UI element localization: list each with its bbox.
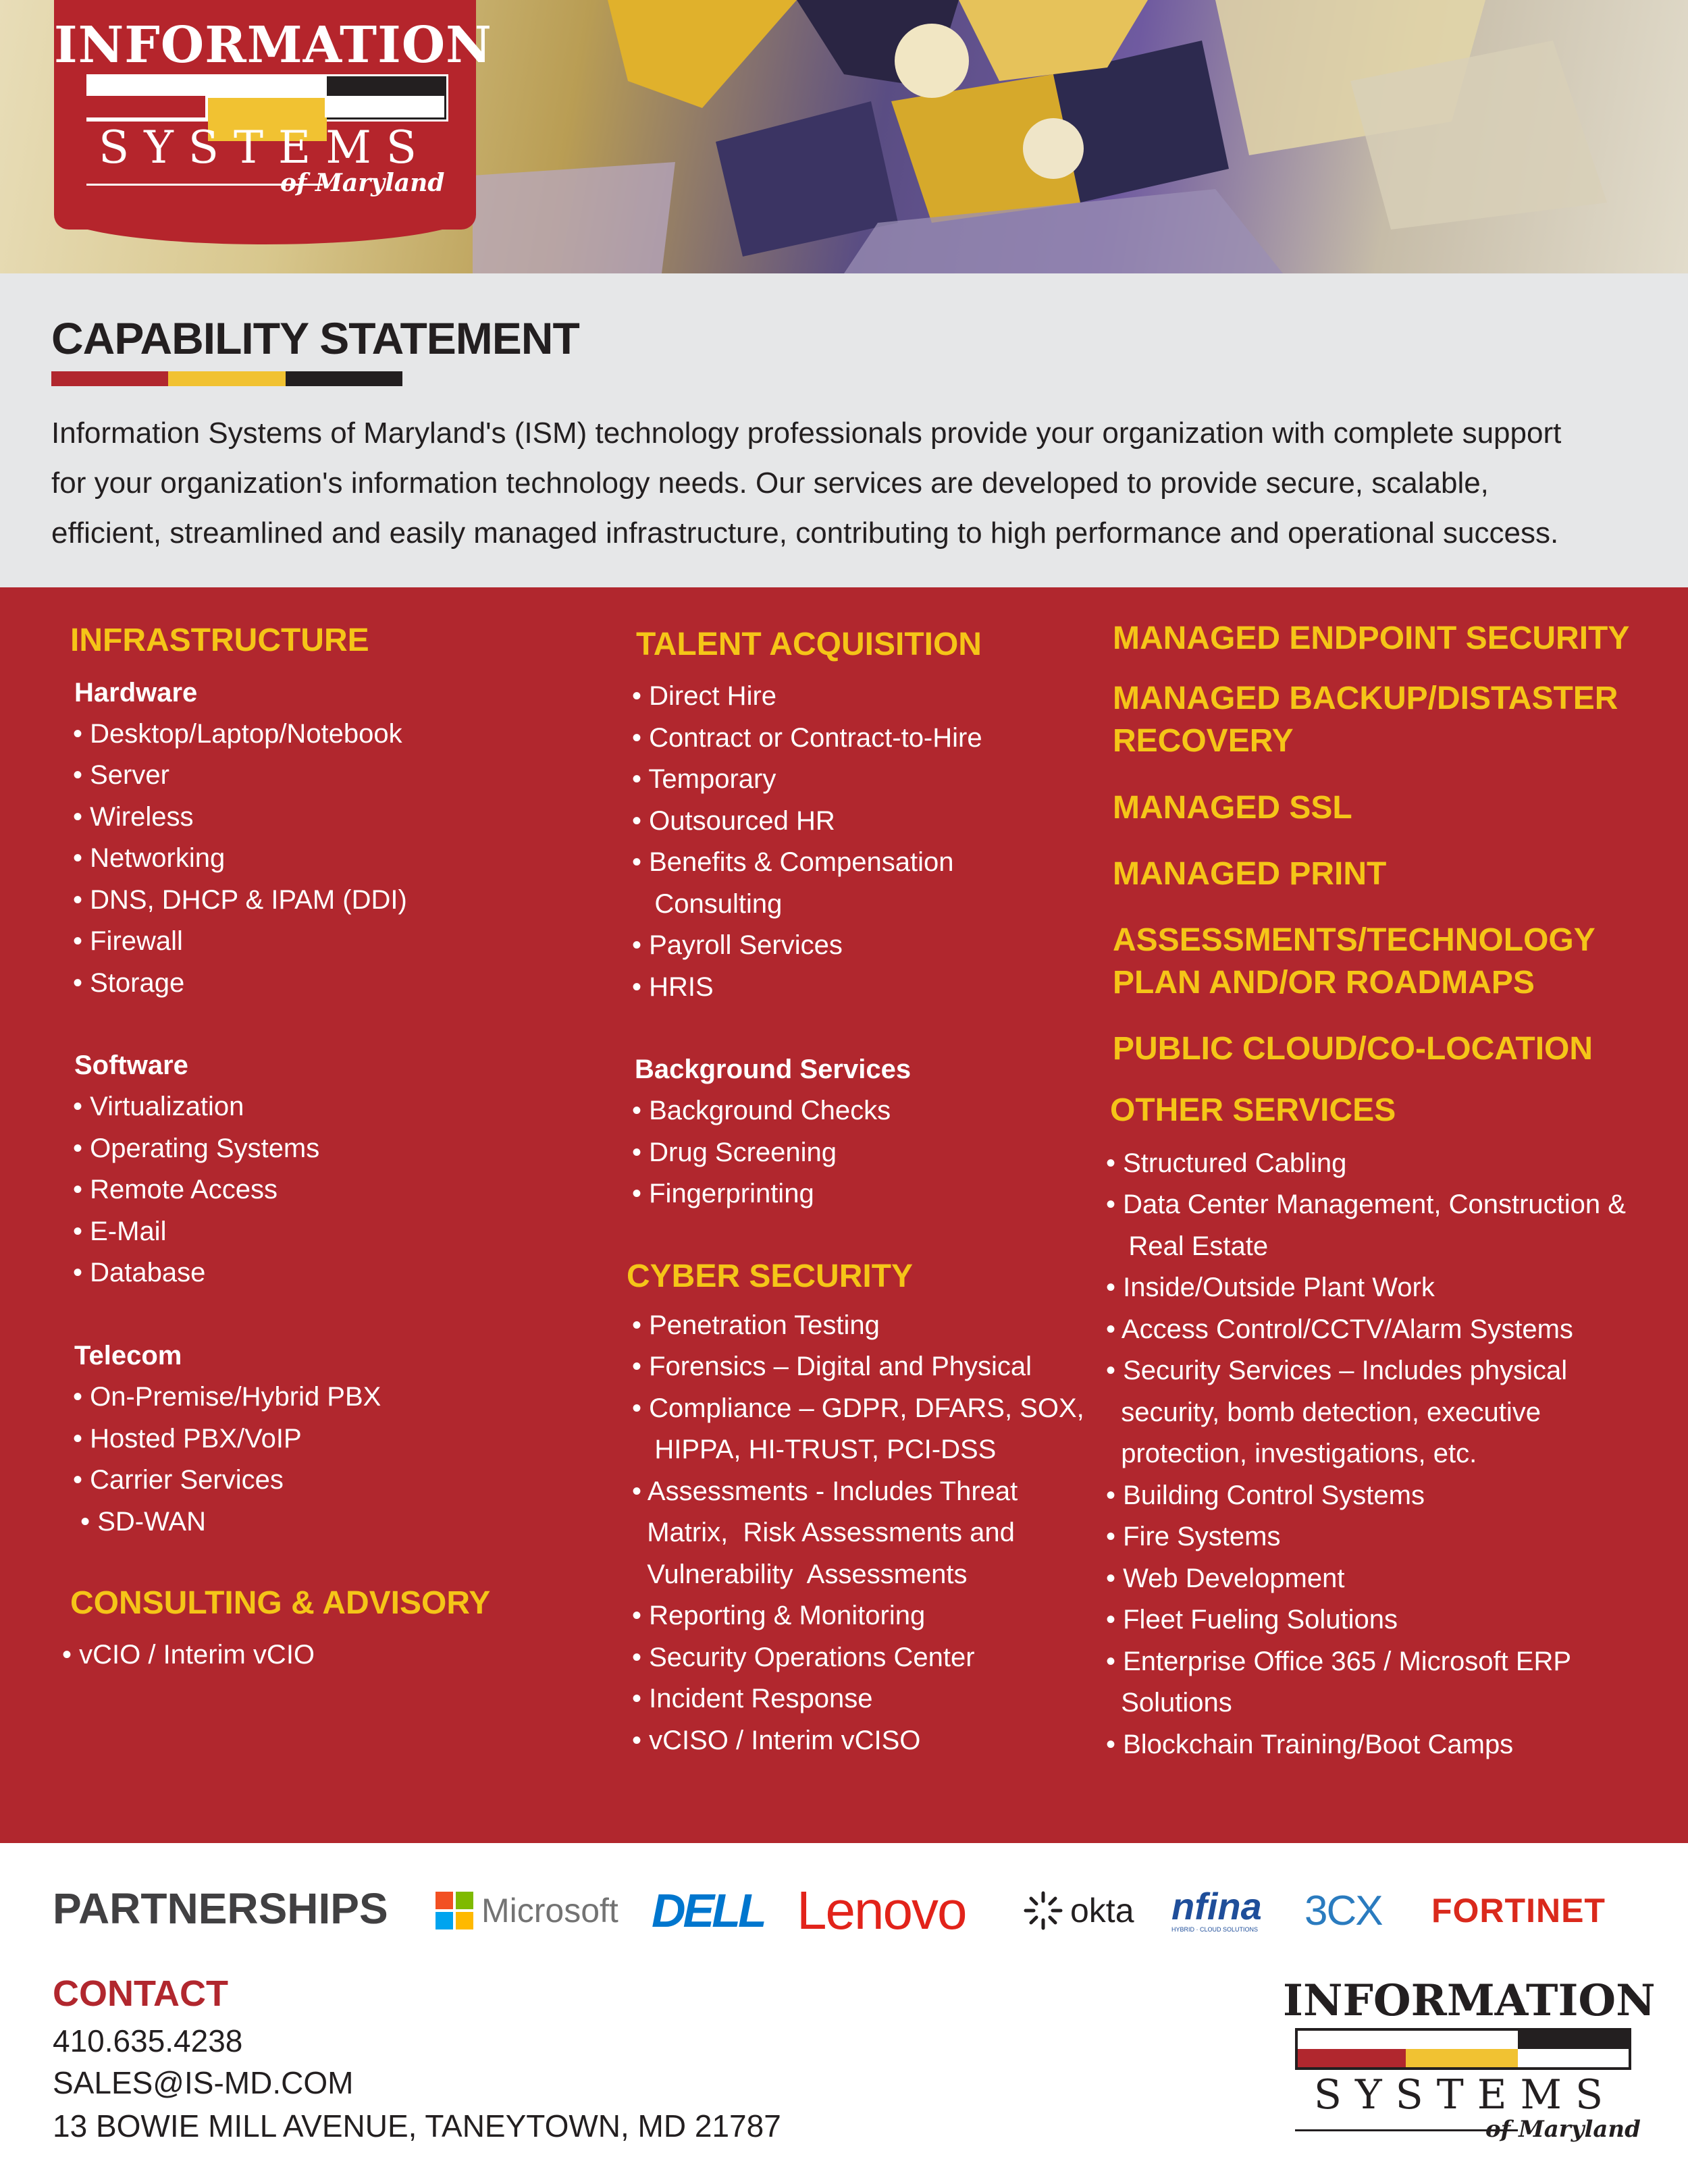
list-item: • Access Control/CCTV/Alarm Systems (1106, 1314, 1573, 1344)
nfina-logo: nfina HYBRID · CLOUD SOLUTIONS (1171, 1885, 1262, 1933)
list-item: • Drug Screening (632, 1138, 837, 1167)
footer-logo (1283, 1971, 1656, 2154)
list-item: • Server (73, 760, 169, 790)
list-item: • Storage (73, 968, 185, 998)
list-item: • Desktop/Laptop/Notebook (73, 719, 402, 749)
contact-title: CONTACT (53, 1973, 228, 2014)
heading-assessments-line2: PLAN AND/OR ROADMAPS (1113, 965, 1535, 1001)
list-item: • Networking (73, 843, 226, 873)
list-item: • Remote Access (73, 1175, 278, 1204)
services-section (0, 587, 1688, 1843)
logo-of-maryland-text: of Maryland (280, 169, 445, 197)
list-item: HIPPA, HI-TRUST, PCI-DSS (632, 1435, 997, 1464)
list-item: Solutions (1106, 1688, 1232, 1717)
logo-systems-text: SYSTEMS (99, 122, 431, 174)
lenovo-logo: Lenovo (797, 1880, 966, 1940)
intro-line: Information Systems of Maryland's (ISM) technology professionals provide your organization with complete support (51, 417, 1562, 450)
heading-other-services: OTHER SERVICES (1110, 1092, 1396, 1128)
list-item: protection, investigations, etc. (1106, 1439, 1477, 1468)
list-item: • Temporary (632, 764, 776, 794)
list-item: • Operating Systems (73, 1134, 320, 1163)
list-item: • vCISO / Interim vCISO (632, 1726, 921, 1755)
contact-email: SALES@IS-MD.COM (53, 2065, 354, 2100)
list-item: • Blockchain Training/Boot Camps (1106, 1730, 1514, 1759)
footer-logo-information-text: INFORMATION (1283, 1975, 1656, 2026)
subheading-background-services: Background Services (635, 1055, 912, 1084)
intro-line: efficient, streamlined and easily managed infrastructure, contributing to high performance and operational success. (51, 516, 1559, 550)
footer-logo-systems-text: SYSTEMS (1313, 2071, 1617, 2119)
contact-address: 13 BOWIE MILL AVENUE, TANEYTOWN, MD 21787 (53, 2108, 781, 2143)
heading-assessments-technology: ASSESSMENTS/TECHNOLOGY (1113, 922, 1595, 958)
fortinet-logo: FORTINET (1431, 1892, 1606, 1929)
list-item: • Carrier Services (73, 1465, 284, 1495)
hero-banner (0, 0, 1688, 273)
list-item: Real Estate (1106, 1231, 1269, 1261)
list-item: • Assessments - Includes Threat (632, 1476, 1018, 1506)
list-item: • Outsourced HR (632, 806, 835, 836)
list-item: • Wireless (73, 802, 194, 832)
heading-managed-print: MANAGED PRINT (1113, 856, 1387, 892)
microsoft-windows-icon (436, 1892, 473, 1929)
list-item: • Web Development (1106, 1564, 1345, 1593)
partnerships-title: PARTNERSHIPS (53, 1884, 388, 1933)
list-item: • Structured Cabling (1106, 1148, 1347, 1178)
list-item: Consulting (632, 889, 783, 919)
list-item: • Background Checks (632, 1096, 891, 1125)
list-item: • Firewall (73, 926, 183, 956)
okta-logo: okta (1023, 1884, 1134, 1938)
list-item: • Database (73, 1258, 206, 1287)
list-item: • Reporting & Monitoring (632, 1601, 926, 1630)
heading-public-cloud: PUBLIC CLOUD/CO-LOCATION (1113, 1031, 1593, 1067)
list-item: • Fire Systems (1106, 1522, 1281, 1551)
list-item: • Inside/Outside Plant Work (1106, 1273, 1435, 1302)
okta-sunburst-icon (1023, 1890, 1063, 1931)
intro-line: for your organization's information technology needs. Our services are developed to provide secure, scalable, (51, 467, 1489, 500)
subheading-hardware: Hardware (74, 678, 198, 708)
list-item: • DNS, DHCP & IPAM (DDI) (73, 885, 407, 915)
list-item: • Payroll Services (632, 930, 843, 960)
list-item: • Building Control Systems (1106, 1481, 1425, 1510)
heading-infrastructure: INFRASTRUCTURE (70, 622, 369, 658)
list-item: • Benefits & Compensation (632, 847, 954, 877)
subheading-software: Software (74, 1050, 188, 1080)
list-item: • Contract or Contract-to-Hire (632, 723, 982, 753)
heading-managed-endpoint-security: MANAGED ENDPOINT SECURITY (1113, 620, 1630, 656)
microsoft-logo: Microsoft (436, 1884, 618, 1938)
page-title: CAPABILITY STATEMENT (51, 313, 579, 363)
list-item: • Fleet Fueling Solutions (1106, 1605, 1398, 1634)
list-item: • Hosted PBX/VoIP (73, 1424, 302, 1454)
heading-cyber-security: CYBER SECURITY (627, 1258, 914, 1294)
list-item: • Incident Response (632, 1684, 873, 1713)
intro-paragraph (51, 408, 1658, 558)
subheading-telecom: Telecom (74, 1341, 182, 1370)
list-item: • Data Center Management, Construction & (1106, 1190, 1626, 1219)
list-item: security, bomb detection, executive (1106, 1397, 1541, 1427)
list-item: • HRIS (632, 972, 714, 1002)
logo-badge (54, 0, 492, 230)
list-item: • Direct Hire (632, 681, 777, 711)
list-item: • Compliance – GDPR, DFARS, SOX, (632, 1393, 1084, 1423)
heading-managed-ssl: MANAGED SSL (1113, 790, 1352, 826)
list-item: • Security Services – Includes physical (1106, 1356, 1568, 1385)
capability-intro-section (0, 273, 1688, 587)
list-item: • Virtualization (73, 1092, 244, 1121)
list-item: • Fingerprinting (632, 1179, 814, 1208)
list-item: Matrix, Risk Assessments and (632, 1518, 1015, 1547)
footer-logo-of-maryland-text: of Maryland (1485, 2116, 1641, 2143)
list-item: • E-Mail (73, 1217, 167, 1246)
list-item: • Security Operations Center (632, 1643, 975, 1672)
heading-talent-acquisition: TALENT ACQUISITION (636, 627, 982, 662)
list-item: • SD-WAN (73, 1507, 206, 1537)
heading-managed-backup: MANAGED BACKUP/DISTASTER (1113, 681, 1618, 716)
list-item: • On-Premise/Hybrid PBX (73, 1382, 381, 1412)
dell-logo: DELL (652, 1884, 764, 1937)
logo-information-text: INFORMATION (54, 16, 492, 74)
heading-managed-backup-line2: RECOVERY (1113, 723, 1294, 759)
list-item: • Enterprise Office 365 / Microsoft ERP (1106, 1647, 1572, 1676)
3cx-logo: 3CX (1304, 1887, 1382, 1934)
heading-consulting-advisory: CONSULTING & ADVISORY (70, 1585, 491, 1621)
list-item: Vulnerability Assessments (632, 1560, 968, 1589)
title-color-bar (51, 371, 402, 386)
contact-phone: 410.635.4238 (53, 2023, 243, 2058)
list-item: • Penetration Testing (632, 1310, 880, 1340)
list-item: • vCIO / Interim vCIO (62, 1640, 315, 1670)
list-item: • Forensics – Digital and Physical (632, 1352, 1032, 1381)
